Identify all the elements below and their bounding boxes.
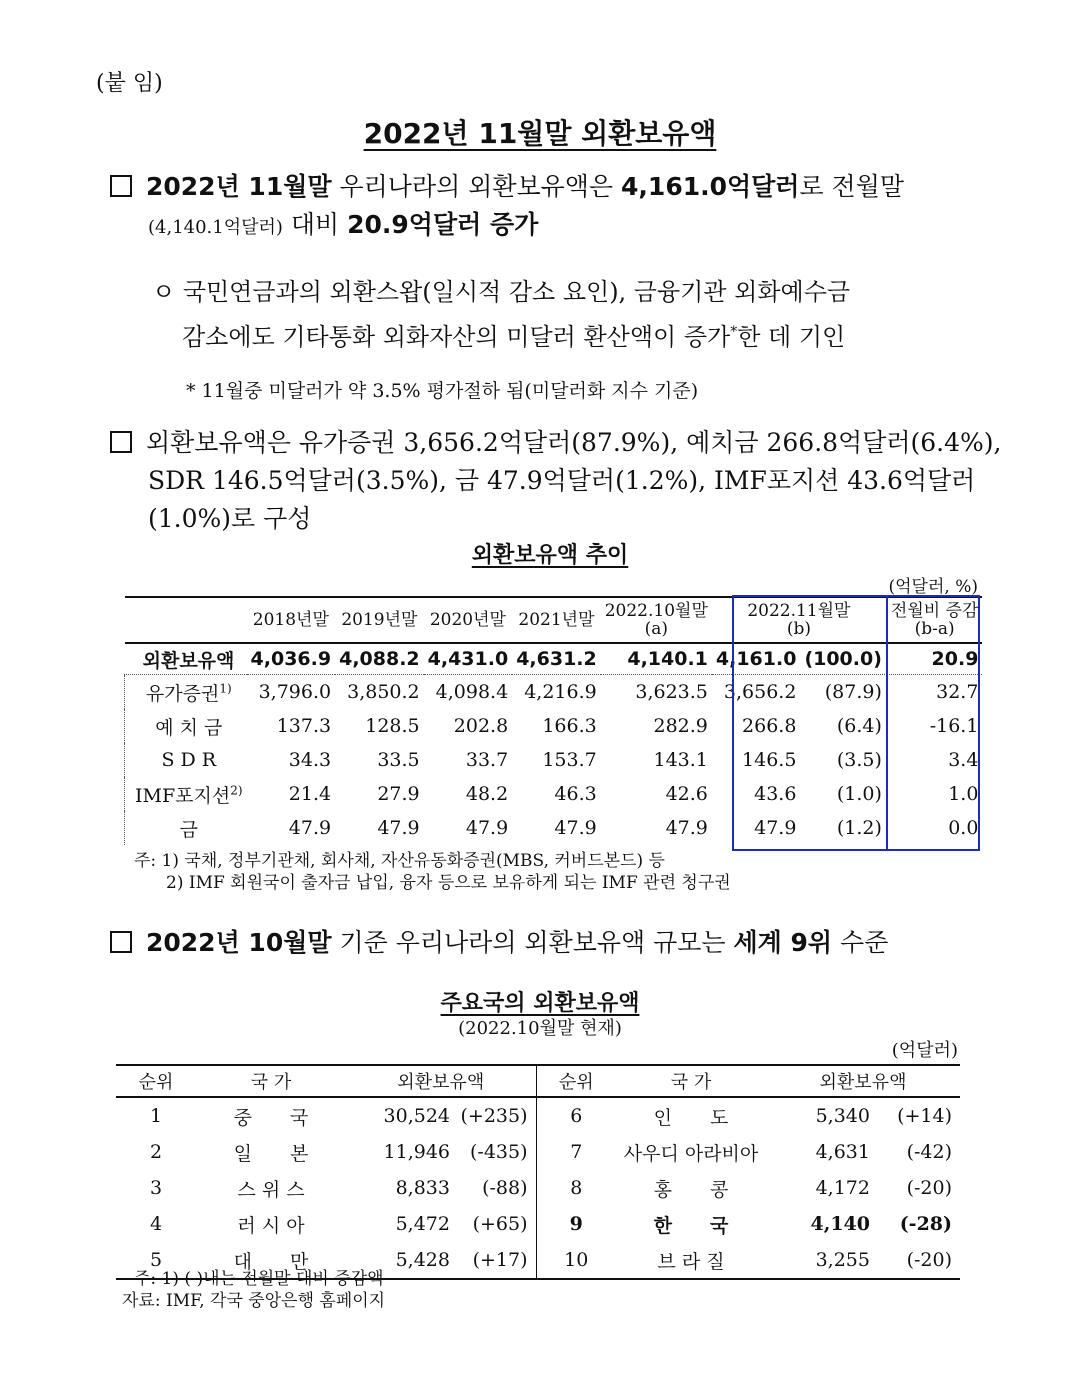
bullet-reason [152,272,982,357]
cell: 47.9 [377,817,420,839]
cell: (3.5) [836,749,882,771]
section-1-text-2: 로 전월말 [799,172,905,201]
cell: 3.4 [886,743,982,777]
section-1-text-1: 우리나라의 외환보유액은 [331,172,622,201]
cell: 4,161.0 [712,643,801,675]
row-label [125,675,247,710]
country-cell: 사우디 아라비아 [623,1142,759,1165]
bullet-line-1: ㅇ 국민연금과의 외환스왑(일시적 감소 요인), 금융기관 외화예수금 [152,278,851,306]
table-1-unit: (억달러, %) [888,577,978,597]
cell: (1.2) [836,817,882,839]
country-cell: 일 본 [233,1142,309,1165]
table-1-title [0,538,1080,569]
cell: 33.7 [465,749,509,771]
cell: (6.4) [836,715,882,737]
cell: 0.0 [886,811,982,845]
checkbox-square-icon [110,175,132,197]
value-cell: 5,428 [346,1242,456,1279]
row-label-text: 예 치 금 [155,716,223,739]
rank-cell: 8 [536,1170,616,1206]
header-2022-10-label: 2022.10월말 [604,601,708,621]
bullet-line-2a: 감소에도 기타통화 외화자산의 미달러 환산액이 증가 [182,323,731,351]
prev-month-amount: (4,140.1억달러) [148,217,283,238]
row-label [125,743,247,777]
section-1 [110,168,990,247]
cell: 47.9 [465,817,509,839]
section-2 [110,424,1002,538]
cell: 153.7 [542,749,597,771]
section-1-date: 2022년 11월말 [146,172,332,201]
header-b: (b) [786,619,811,639]
cell: 4,098.4 [435,681,509,703]
table-2-unit: (억달러) [891,1040,958,1061]
value-cell: 3,255 [766,1242,876,1279]
change-cell: (-42) [906,1141,952,1163]
cell: 3,796.0 [258,681,332,703]
section-2-text-1: 외환보유액은 유가증권 3,656.2억달러(87.9%), 예치금 266.8억달러(6.4%), [146,428,1002,457]
cell: 3,850.2 [347,681,420,703]
cell: 4,631.2 [512,643,601,675]
header-2021: 2021년말 [518,610,595,630]
change-cell: (-20) [876,1242,960,1279]
value-cell: 11,946 [383,1141,450,1163]
checkbox-square-icon [110,431,132,453]
table-1-footnote-2: 2) IMF 회원국이 출자금 납입, 융자 등으로 보유하게 되는 IMF 관련 청구권 [166,873,731,893]
section-1-text-3: 대비 [282,210,348,239]
rank-cell: 6 [536,1097,616,1134]
rank-cell: 5 [116,1242,196,1279]
cell: (100.0) [800,643,886,675]
cell: 137.3 [276,715,332,737]
rank-cell: 10 [536,1242,616,1279]
value-cell: 8,833 [395,1177,450,1199]
header-2022-11-label: 2022.11월말 [747,601,851,621]
bullet-line-2b: 한 데 기인 [737,323,846,351]
table-2-header-row [116,1065,960,1097]
header-reserves-right: 외환보유액 [766,1065,960,1097]
cell: 48.2 [465,783,509,805]
highlight-box-nov [732,595,888,851]
document-title-text: 2022년 11월말 외환보유액 [363,117,717,150]
cell: 43.6 [754,783,797,805]
asterisk-note: * 11월중 미달러가 약 3.5% 평가절하 됨(미달러화 지수 기준) [186,380,699,402]
change-cell: (+235) [460,1105,528,1127]
rank-cell: 1 [149,1105,163,1127]
change-cell: (+65) [472,1213,528,1235]
header-b-a: (b-a) [914,619,955,639]
cell: 4,140.1 [601,643,712,675]
value-cell: 30,524 [383,1105,450,1127]
bullet-line-2 [152,312,982,357]
cell: 1.0 [886,777,982,811]
cell: 20.9 [886,643,982,675]
cell: 282.9 [653,715,708,737]
table-2-footnote-1: 주: 1) ( )내는 전월말 대비 증감액 [134,1269,384,1289]
cell: -16.1 [886,709,982,743]
cell: 143.1 [653,749,708,771]
section-3-date: 2022년 10월말 [146,928,332,957]
change-cell: (+14) [897,1105,952,1127]
value-cell-korea: 4,140 [810,1213,870,1235]
section-1-increase: 20.9억달러 증가 [347,210,539,239]
cell: 47.9 [554,817,597,839]
country-cell: 중 국 [233,1106,309,1129]
row-label [125,811,247,845]
table-row [116,1097,960,1134]
section-3 [110,924,990,962]
change-cell: (-20) [906,1177,952,1199]
cell: 47.9 [288,817,332,839]
bullet-sup: * [730,324,738,340]
country-cell-korea: 한 국 [653,1214,729,1237]
row-label [125,709,247,743]
header-2020: 2020년말 [429,610,506,630]
change-cell: (+17) [456,1242,536,1279]
cell: 47.9 [754,817,797,839]
row-label-text: S D R [161,749,217,771]
major-countries-table [116,1064,960,1280]
section-1-amount: 4,161.0억달러 [621,172,800,201]
cell: 4,216.9 [524,681,597,703]
country-cell: 대 만 [196,1242,346,1279]
row-label-sup: 1) [219,681,232,696]
document-title [0,112,1080,152]
cell: 146.5 [742,749,797,771]
cell: 266.8 [742,715,797,737]
row-label-text: 금 [179,818,198,841]
table-row [116,1170,960,1206]
row-label-sup: 2) [230,783,243,798]
table-row [116,1134,960,1170]
cell: (87.9) [824,681,882,703]
value-cell: 5,472 [395,1213,450,1235]
country-cell: 스 위 스 [237,1178,305,1201]
header-2018: 2018년말 [252,610,329,630]
header-country-right: 국 가 [616,1065,766,1097]
table-2-title-text: 주요국의 외환보유액 [440,991,640,1016]
cell: 4,088.2 [335,643,424,675]
row-label [125,777,247,811]
cell: 34.3 [288,749,332,771]
change-cell-korea: (-28) [899,1213,952,1235]
rank-cell-korea: 9 [536,1206,616,1242]
header-reserves-left: 외환보유액 [346,1065,536,1097]
row-label-text: IMF포지션 [135,784,231,807]
cell: 42.6 [665,783,708,805]
cell: 32.7 [886,675,982,710]
cell: 128.5 [365,715,420,737]
checkbox-square-icon [110,931,132,953]
cell: 27.9 [377,783,420,805]
highlight-box-change [886,595,980,851]
country-cell: 러 시 아 [237,1214,305,1237]
header-rank-left: 순위 [116,1065,196,1097]
value-cell: 5,340 [815,1105,870,1127]
change-cell: (-88) [482,1177,528,1199]
section-2-line-1 [110,424,1002,462]
header-empty [125,597,247,643]
rank-cell: 2 [149,1141,163,1163]
country-cell: 인 도 [653,1106,729,1129]
header-a: (a) [644,619,669,639]
table-1-footnote-1: 주: 1) 국채, 정부기관채, 회사채, 자산유동화증권(MBS, 커버드본드) 등 [134,851,665,871]
section-3-text-1: 기준 우리나라의 외환보유액 규모는 [331,928,734,957]
cell: 47.9 [665,817,708,839]
header-2019: 2019년말 [341,610,418,630]
table-1-title-text: 외환보유액 추이 [471,543,629,568]
cell: 33.5 [377,749,420,771]
rank-cell: 3 [149,1177,163,1199]
cell: 21.4 [288,783,332,805]
header-change-label: 전월비 증감 [890,601,979,621]
rank-cell: 4 [149,1213,163,1235]
header-rank-right: 순위 [536,1065,616,1097]
cell: 4,036.9 [247,643,336,675]
rank-cell: 7 [536,1134,616,1170]
section-1-line-2 [110,206,990,247]
header-2022-10 [601,597,712,643]
cell: 3,656.2 [723,681,797,703]
section-1-line-1 [110,168,990,206]
row-label-text: 유가증권 [145,682,220,705]
cell: 4,431.0 [424,643,513,675]
cell: 3,623.5 [635,681,708,703]
header-country-left: 국 가 [196,1065,346,1097]
country-cell: 홍 콩 [653,1178,729,1201]
table-row [116,1206,960,1242]
section-2-line-2: SDR 146.5억달러(3.5%), 금 47.9억달러(1.2%), IMF포지션 43.6억달러 [148,466,976,495]
country-cell: 브 라 질 [616,1242,766,1279]
cell: 46.3 [554,783,597,805]
section-3-rank: 세계 9위 [733,928,833,957]
value-cell: 4,172 [815,1177,870,1199]
cell: 202.8 [453,715,509,737]
section-3-text-2: 수준 [832,928,889,957]
section-2-line-3: (1.0%)로 구성 [148,504,312,533]
table-2-subtitle: (2022.10월말 현재) [458,1018,622,1039]
cell: (1.0) [836,783,882,805]
change-cell: (-435) [469,1141,528,1163]
table-2-title [0,986,1080,1017]
row-label: 외환보유액 [125,643,247,675]
table-2-source: 자료: IMF, 각국 중앙은행 홈페이지 [122,1291,386,1311]
cell: 166.3 [542,715,597,737]
value-cell: 4,631 [815,1141,870,1163]
attachment-label: (붙 임) [96,71,163,96]
